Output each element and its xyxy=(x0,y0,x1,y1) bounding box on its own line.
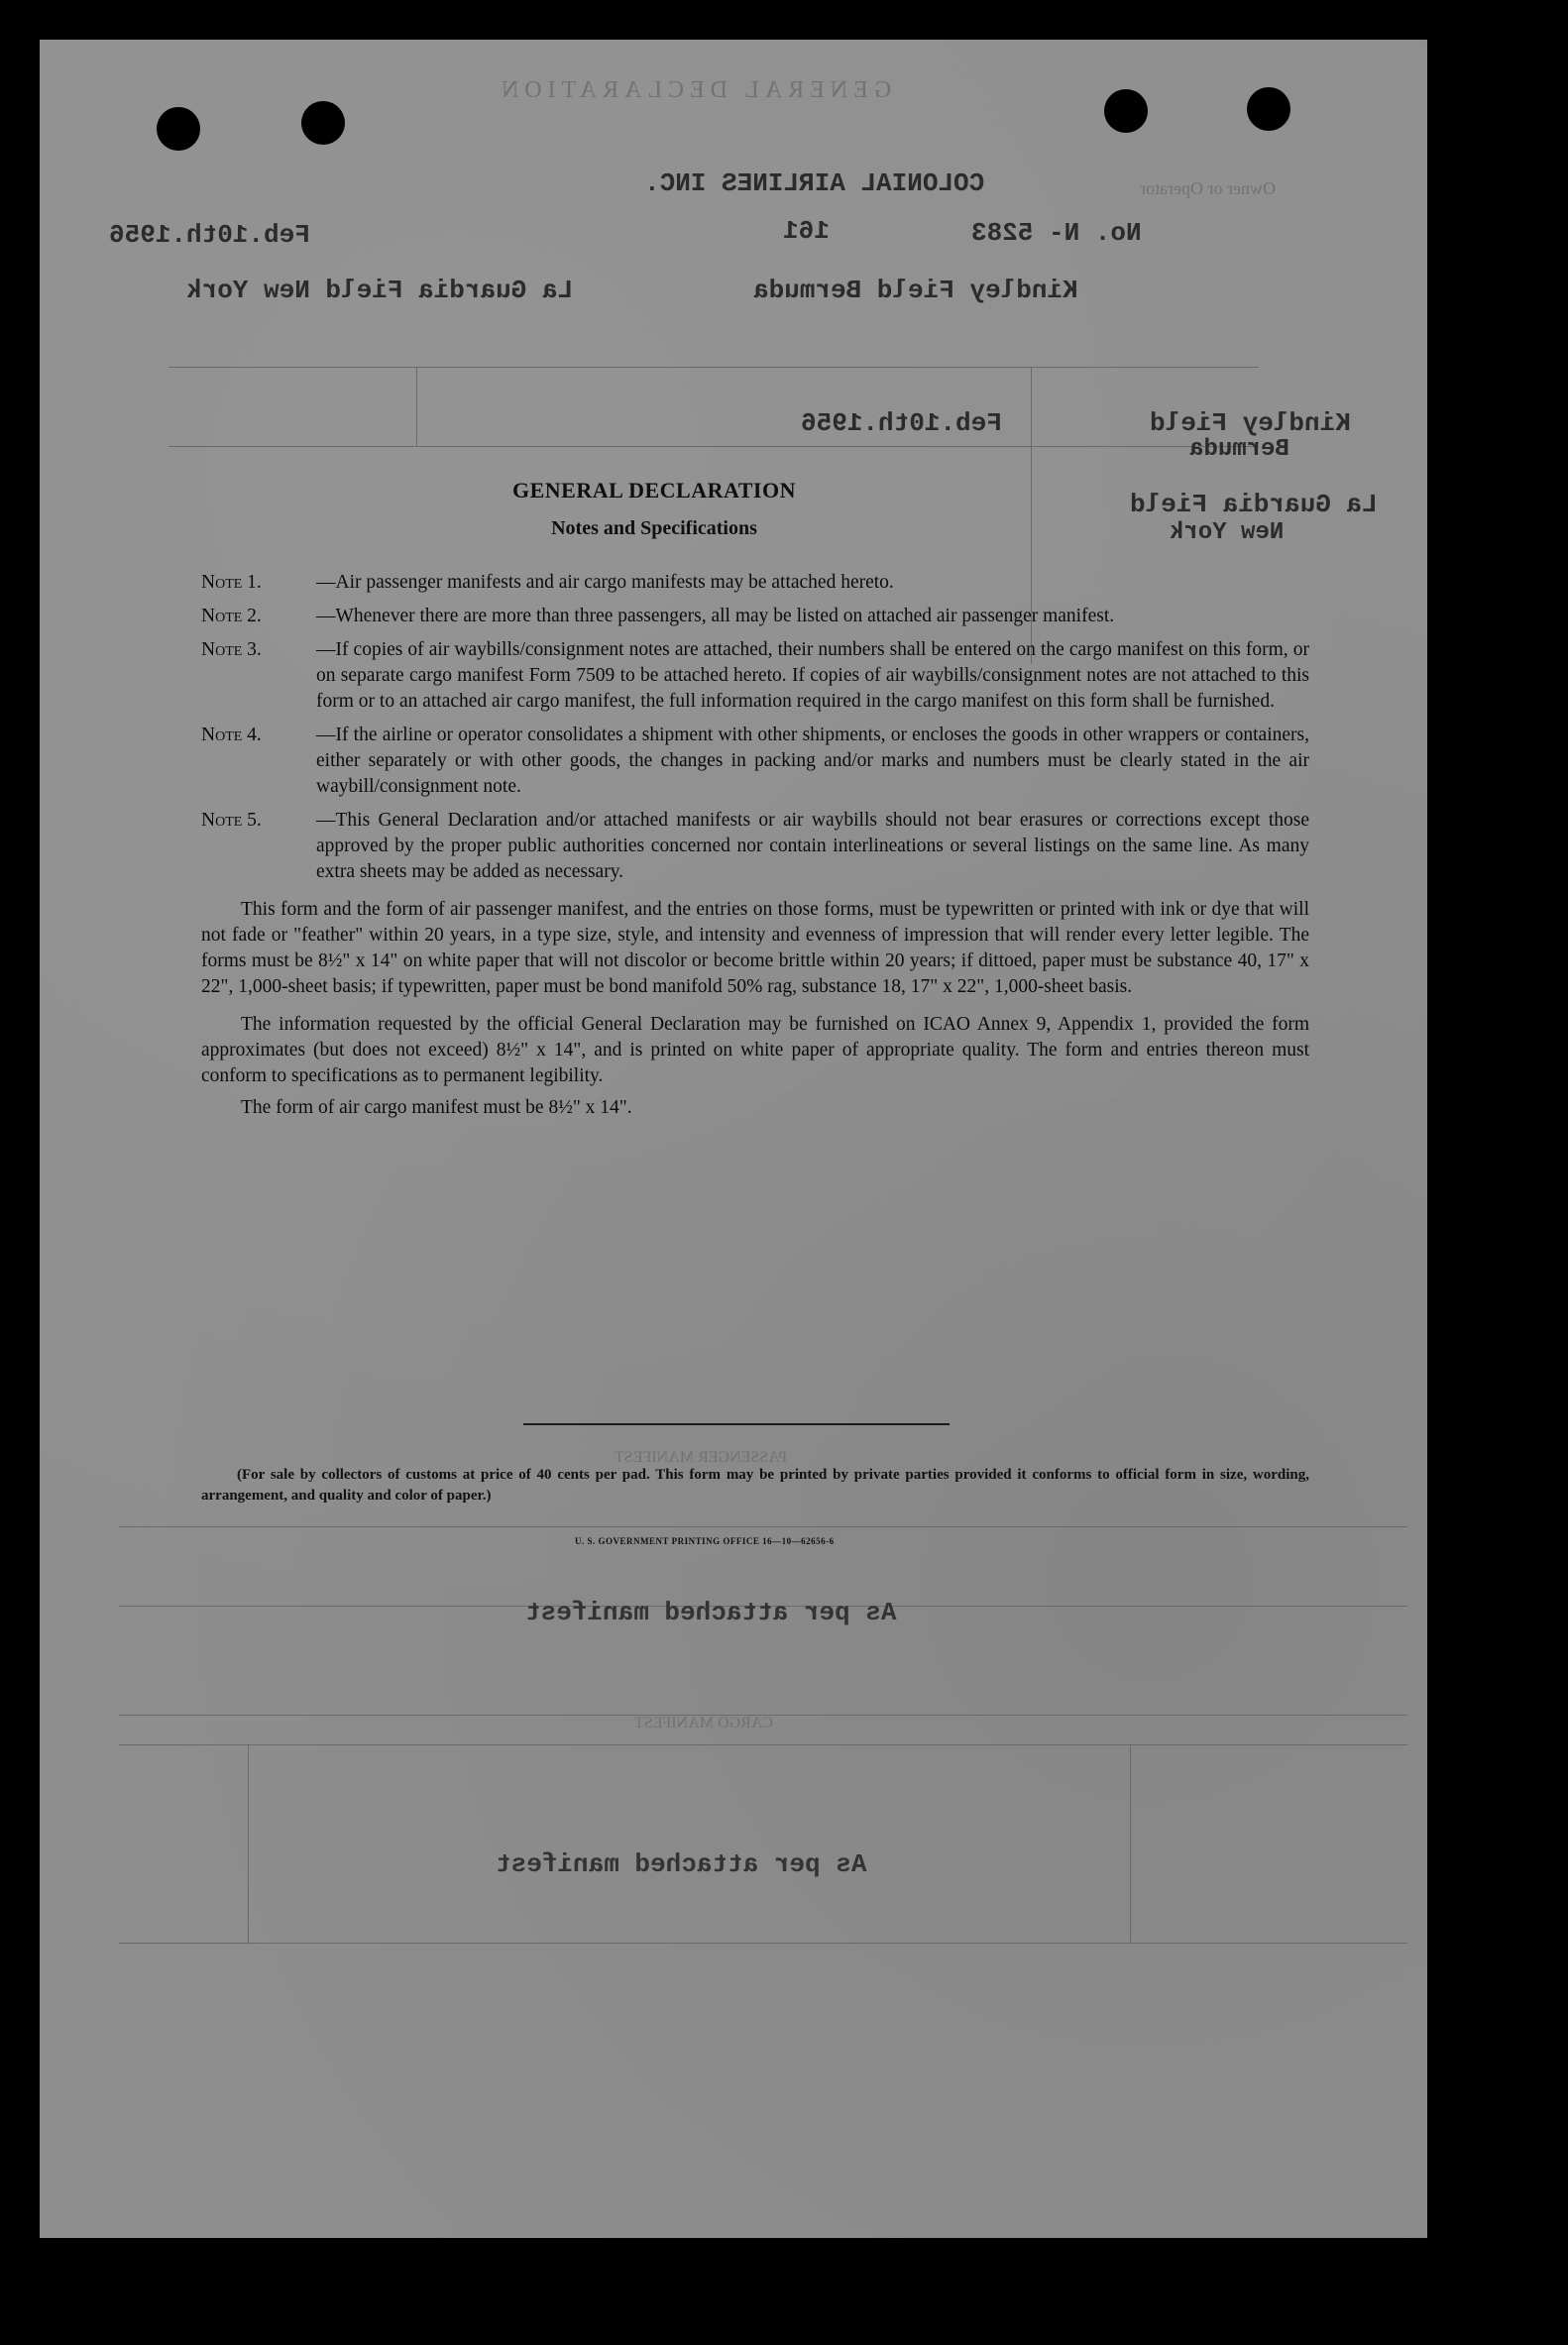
bleed-header-1: GENERAL DECLARATION xyxy=(496,77,892,103)
bleed-place-1: Kindley Field xyxy=(1150,408,1351,438)
bleed-manifest-1: As per attached manifest xyxy=(525,1598,897,1627)
bleed-vrule xyxy=(248,1744,249,1943)
bleed-flight-no: 161 xyxy=(783,216,830,246)
note-number: Note 5. xyxy=(201,810,262,831)
divider-rule xyxy=(523,1423,950,1425)
punch-hole-right-2 xyxy=(1247,87,1290,131)
bleed-rule xyxy=(119,1744,1407,1745)
punch-hole-left-2 xyxy=(301,101,345,145)
page-subtitle: Notes and Specifications xyxy=(551,517,757,539)
bleed-route-to: La Guardia Field New York xyxy=(186,276,574,305)
sale-notice: (For sale by collectors of customs at price of 40 cents per pad. This form may be printed by private parties provided it conforms to official form in size, wording, arrangement, and quality and color of paper.) xyxy=(201,1467,1309,1504)
note-item xyxy=(201,637,1309,715)
printing-office-line: U. S. GOVERNMENT PRINTING OFFICE 16—10—62656-6 xyxy=(575,1536,835,1546)
bleed-date: Feb.10th.1956 xyxy=(109,220,310,250)
spec-paragraph: This form and the form of air passenger manifest, and the entries on those forms, must be typewritten or printed with ink or dye that will not fade or "feather" within 20 years, in a type size, style, and intensity and evenness of impression that will render every letter legible. The forms must be 8½" x 14" on white paper that will not discolor or become brittle within 20 years; if dittoed, paper must be substance 40, 17" x 22", 1,000-sheet basis; if typewritten, paper must be bond manifold 50% rag, substance 18, 17" x 22", 1,000-sheet basis. xyxy=(201,899,1309,997)
bleed-aircraft-no: No. N- 5283 xyxy=(971,218,1142,248)
note-number: Note 2. xyxy=(201,606,262,626)
bleed-place-2b: New York xyxy=(1170,519,1285,546)
note-text: —Air passenger manifests and air cargo manifests may be attached hereto. xyxy=(316,572,894,593)
note-item xyxy=(201,570,1309,596)
notes-section xyxy=(201,570,1309,1121)
bleed-cargo-manifest: CARGO MANIFEST xyxy=(634,1715,774,1731)
bleed-airline: COLONIAL AIRLINES INC. xyxy=(644,168,985,198)
note-number: Note 1. xyxy=(201,572,262,593)
note-number: Note 3. xyxy=(201,639,262,660)
punch-hole-left-1 xyxy=(157,107,200,151)
bleed-manifest-2: As per attached manifest xyxy=(496,1849,867,1879)
note-item xyxy=(201,604,1309,629)
bleed-header-2: Owner or Operator xyxy=(1140,178,1276,198)
bleed-rule xyxy=(168,367,1259,368)
note-item xyxy=(201,723,1309,800)
bleed-place-2: La Guardia Field xyxy=(1130,490,1378,519)
bleed-passenger-manifest: PASSENGER MANIFEST xyxy=(615,1449,788,1466)
bleed-route-from: Kindley Field Bermuda xyxy=(753,276,1078,305)
bleed-date-2: Feb.10th.1956 xyxy=(801,408,1002,438)
note-number: Note 4. xyxy=(201,725,262,745)
punch-hole-right-1 xyxy=(1104,89,1148,133)
bleed-vrule xyxy=(416,367,417,446)
note-text: —If the airline or operator consolidates a shipment with other shipments, or encloses the goods in other wrappers or containers, either separately or with other goods, the changes in packing and/or marks and numbers must be clearly stated in the air waybill/consignment note. xyxy=(316,725,1309,797)
spec-paragraph: The information requested by the official General Declaration may be furnished on ICAO Annex 9, Appendix 1, provided the form approximates (but does not exceed) 8½" x 14", and is printed on white paper of appropriate quality. The form and entries thereon must conform to specifications as to permanent legibility. xyxy=(201,1014,1309,1086)
note-item xyxy=(201,808,1309,885)
note-text: —This General Declaration and/or attached manifests or air waybills should not bear erasures or corrections except those approved by the proper public authorities concerned nor contain interlineations or several listings on the same line. As many extra sheets may be added as necessary. xyxy=(316,810,1309,882)
bleed-place-1b: Bermuda xyxy=(1189,436,1289,463)
document-sheet xyxy=(40,40,1427,2238)
bleed-rule xyxy=(119,1526,1407,1527)
bleed-rule xyxy=(168,446,1259,447)
bleed-rule xyxy=(119,1943,1407,1944)
note-text: —Whenever there are more than three passengers, all may be listed on attached air passenger manifest. xyxy=(316,606,1115,626)
note-text: —If copies of air waybills/consignment notes are attached, their numbers shall be entered on the cargo manifest on this form, or on separate cargo manifest Form 7509 to be attached hereto. If copies of air waybills/consignment notes are not attached to this form or to an attached air cargo manifest, the full information required in the cargo manifest on this form shall be furnished. xyxy=(316,639,1309,712)
page-title: GENERAL DECLARATION xyxy=(512,478,796,502)
bleed-vrule xyxy=(1130,1744,1131,1943)
spec-paragraph: The form of air cargo manifest must be 8½" x 14". xyxy=(241,1097,632,1118)
